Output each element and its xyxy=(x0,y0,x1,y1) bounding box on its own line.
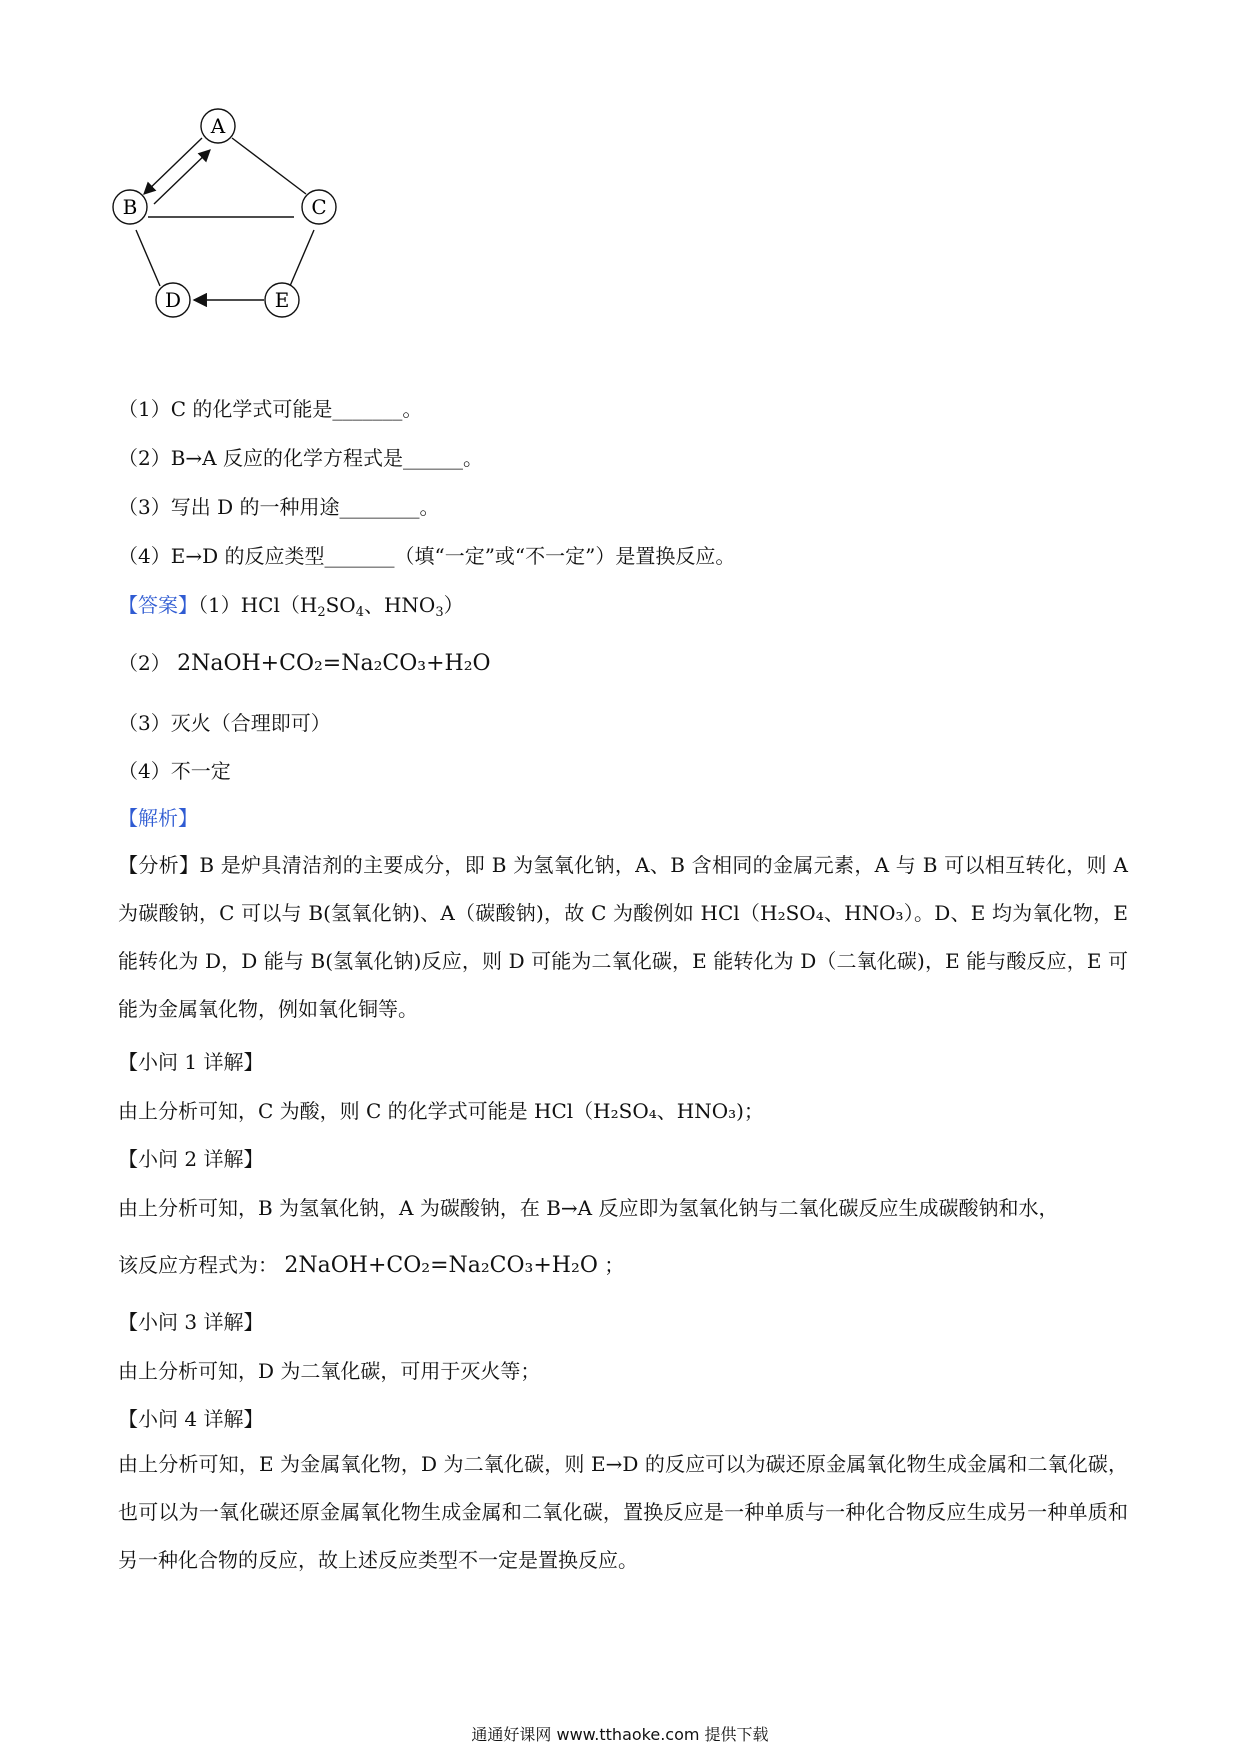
q2-detail-text: 由上分析可知，B 为氢氧化钠，A 为碳酸钠，在 B→A 反应即为氢氧化钠与二氧化碳反应生成碳酸钠和水， xyxy=(118,1196,1059,1220)
question-1: （1）C 的化学式可能是_______。 xyxy=(118,397,423,421)
edge-c-e xyxy=(290,230,314,286)
answer-1-text: SO xyxy=(325,593,356,617)
q2-formula-end: ； xyxy=(604,1253,625,1277)
answer-3: （3）灭火（合理即可） xyxy=(118,711,331,735)
answer-1 xyxy=(118,590,464,620)
answer-2-label: （2） xyxy=(118,651,171,675)
q2-formula: 2NaOH+CO₂=Na₂CO₃+H₂O xyxy=(284,1253,598,1278)
sub: 4 xyxy=(355,605,364,620)
question-3: （3）写出 D 的一种用途________。 xyxy=(118,495,440,519)
question-4: （4）E→D 的反应类型_______（填“一定”或“不一定”）是置换反应。 xyxy=(118,544,736,568)
analysis-paragraph xyxy=(118,841,1128,1033)
answer-1-text: ） xyxy=(443,593,464,617)
answer-2-formula: 2NaOH+CO₂=Na₂CO₃+H₂O xyxy=(177,651,491,676)
node-a-label: A xyxy=(210,114,226,138)
answer-tag: 【答案】 xyxy=(118,593,198,617)
answer-1-text: （1）HCl（H xyxy=(198,593,318,617)
answer-2 xyxy=(118,648,491,679)
q2-formula-lead: 该反应方程式为： xyxy=(118,1253,278,1277)
answer-1-text: 、HNO xyxy=(363,593,436,617)
question-2: （2）B→A 反应的化学方程式是______。 xyxy=(118,446,483,470)
relation-diagram xyxy=(110,108,400,368)
q3-detail-label: 【小问 3 详解】 xyxy=(118,1310,264,1334)
q4-detail-label: 【小问 4 详解】 xyxy=(118,1407,264,1431)
analysis-tag: 【解析】 xyxy=(118,806,198,830)
answer-4: （4）不一定 xyxy=(118,759,231,783)
node-d-label: D xyxy=(164,288,182,312)
edge-b-d xyxy=(136,230,160,286)
q3-detail-text: 由上分析可知，D 为二氧化碳，可用于灭火等； xyxy=(118,1359,541,1383)
footer-source: 通通好课网 www.tthaoke.com 提供下载 xyxy=(471,1725,769,1744)
node-e-label: E xyxy=(274,288,290,312)
q1-detail-label: 【小问 1 详解】 xyxy=(118,1050,264,1074)
sub: 2 xyxy=(317,605,326,620)
node-b-label: B xyxy=(122,195,138,219)
q2-detail-formula-line xyxy=(118,1250,624,1281)
q2-detail-label: 【小问 2 详解】 xyxy=(118,1147,264,1171)
q4-detail-text: 由上分析可知，E 为金属氧化物，D 为二氧化碳，则 E→D 的反应可以为碳还原金属氧化物生成金属和二氧化碳，也可以为一氧化碳还原金属氧化物生成金属和二氧化碳，置换反应是一种单质与一种化合物反应生成另一种单质和另一种化合物的反应，故上述反应类型不一定是置换反应。 xyxy=(118,1452,1128,1572)
sub: 3 xyxy=(435,605,444,620)
node-c-label: C xyxy=(311,195,327,219)
edge-a-c xyxy=(232,138,306,194)
analysis-label: 【分析】 xyxy=(118,853,200,877)
analysis-text: B 是炉具清洁剂的主要成分，即 B 为氢氧化钠，A、B 含相同的金属元素，A 与 B 可以相互转化，则 A 为碳酸钠，C 可以与 B(氢氧化钠)、A（碳酸钠)，故 C 为酸例如 HCl（H₂SO₄、HNO₃）。D、E 均为氧化物，E 能转化为 D，D 能与 B(氢氧化钠)反应，则 D 可能为二氧化碳，E 能转化为 D（二氧化碳)，E 能与酸反应，E 可能为金属氧化物，例如氧化铜等。 xyxy=(118,853,1129,1021)
q1-detail-text: 由上分析可知，C 为酸，则 C 的化学式可能是 HCl（H₂SO₄、HNO₃)； xyxy=(118,1099,764,1123)
